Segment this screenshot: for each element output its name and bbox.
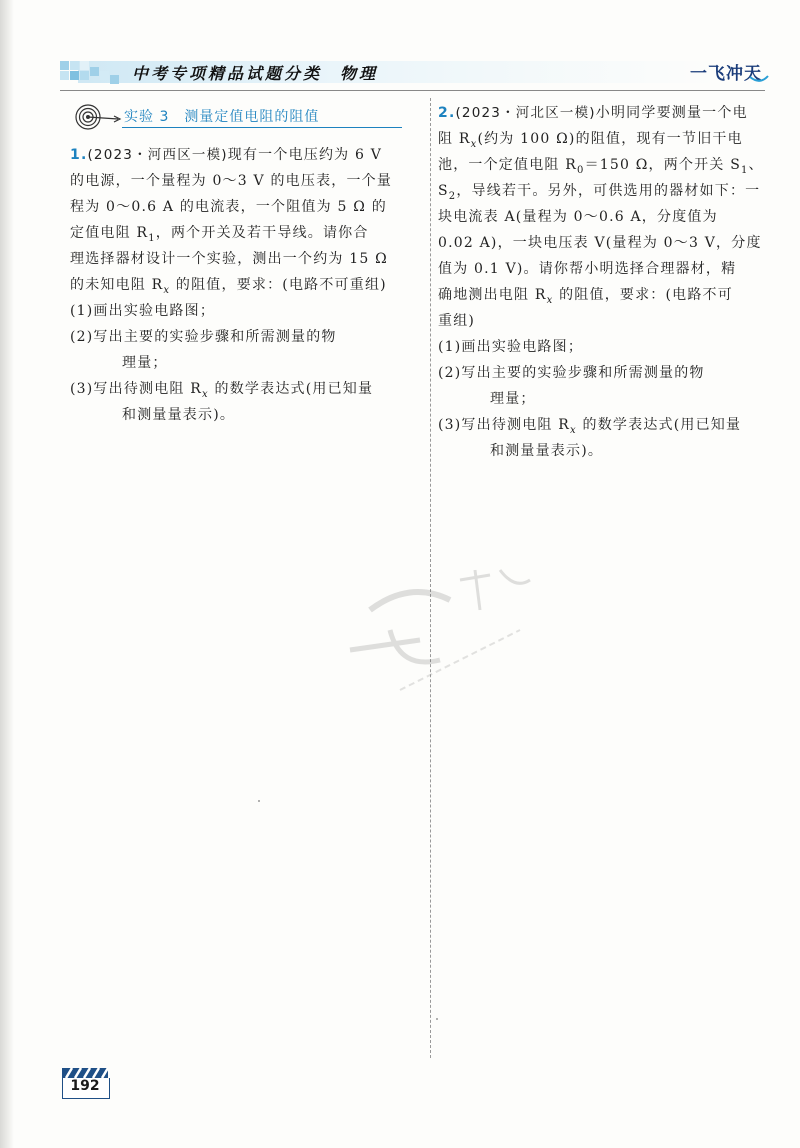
question-1-line: [70, 142, 422, 168]
question-1-text: (3)写出待测电阻 R: [70, 381, 203, 397]
question-1: [70, 142, 422, 428]
page-number: [62, 1068, 112, 1104]
question-1-line: [70, 246, 422, 272]
right-column: [438, 100, 783, 464]
question-1-item-2: (2)写出主要的实验步骤和所需测量的物: [70, 329, 337, 345]
section-title: 实验 3 测量定值电阻的阻值: [124, 109, 320, 125]
question-2-line: [438, 230, 783, 256]
question-1-line: [70, 220, 422, 246]
subscript: 1: [740, 164, 749, 176]
question-2-text: 块电流表 A(量程为 0～0.6 A，分度值为: [438, 209, 718, 225]
question-2-line: [438, 152, 783, 178]
page-number-stripes: [62, 1068, 108, 1078]
question-1-text: 的数学表达式(用已知量: [208, 381, 374, 397]
question-2-text: 小明同学要测量一个电: [595, 105, 748, 121]
question-2-line: [438, 256, 783, 282]
left-column: [70, 100, 422, 428]
question-2-item-2-cont: 理量；: [490, 391, 536, 407]
question-1-item-3-cont: 和测量量表示)。: [122, 407, 236, 423]
question-2-line: [438, 100, 783, 126]
question-2-line: [438, 126, 783, 152]
question-1-text: 现有一个电压约为 6 V: [227, 147, 383, 163]
question-2-text: 重组): [438, 313, 476, 329]
question-2-text: (3)写出待测电阻 R: [438, 417, 571, 433]
page-number-text: 192: [70, 1078, 100, 1094]
question-2-text: 池，一个定值电阻 R: [438, 157, 577, 173]
section-heading: [70, 100, 422, 134]
subscript: 0: [577, 164, 585, 176]
question-1-number: 1.: [70, 147, 88, 163]
question-2-text: (约为 100 Ω)的阻值，现有一节旧干电: [477, 131, 743, 147]
subscript: x: [163, 284, 171, 296]
question-2-text: ＝150 Ω，两个开关 S: [584, 157, 741, 173]
question-2-source: (2023・河北区一模): [455, 105, 596, 121]
question-1-text: 的电源，一个量程为 0～3 V 的电压表，一个量: [70, 173, 393, 189]
question-2-item-1: (1)画出实验电路图；: [438, 339, 584, 355]
question-2-text: 的数学表达式(用已知量: [576, 417, 742, 433]
brand-logo: 一飞冲天: [690, 64, 762, 84]
question-2-item-3-cont: 和测量量表示)。: [490, 443, 604, 459]
question-2: [438, 100, 783, 464]
header-rule: [60, 90, 765, 91]
question-1-line: [70, 194, 422, 220]
scan-speck: [258, 800, 260, 802]
question-2-line: [438, 308, 783, 334]
question-2-line: [438, 178, 783, 204]
question-2-text: ，导线若干。另外，可供选用的器材如下：一: [456, 183, 761, 199]
scan-speck: [436, 1018, 438, 1020]
question-1-item-3: [70, 376, 422, 402]
brand-swoosh-icon: [710, 75, 770, 85]
question-1-text: 的阻值，要求：(电路不可重组): [170, 277, 387, 293]
header-subject: 物理: [340, 64, 379, 83]
question-2-text: 0.02 A)，一块电压表 V(量程为 0～3 V，分度: [438, 235, 762, 251]
watermark-stamp: [330, 540, 560, 710]
question-1-text: 的未知电阻 R: [70, 277, 164, 293]
question-2-text: S: [438, 183, 449, 199]
question-2-text: 确地测出电阻 R: [438, 287, 547, 303]
question-1-item-1: (1)画出实验电路图；: [70, 303, 216, 319]
question-2-text: 的阻值，要求：(电路不可: [553, 287, 733, 303]
question-1-item-2-cont: 理量；: [122, 355, 168, 371]
question-2-line: [438, 282, 783, 308]
question-2-number: 2.: [438, 105, 456, 121]
subscript: x: [570, 424, 577, 436]
question-1-text: 理选择器材设计一个实验，测出一个约为 15 Ω: [70, 251, 388, 267]
question-1-line: [70, 272, 422, 298]
subscript: x: [202, 388, 209, 400]
header-title: 中考专项精品试题分类: [132, 64, 323, 83]
question-1-line: [70, 168, 422, 194]
subscript: x: [546, 294, 554, 306]
question-2-text: 、: [748, 157, 764, 173]
question-1-text: 程为 0～0.6 A 的电流表，一个阻值为 5 Ω 的: [70, 199, 387, 215]
question-2-line: [438, 204, 783, 230]
question-1-text: ，两个开关及若干导线。请你合: [155, 225, 369, 241]
subscript: 2: [448, 190, 457, 202]
page-binding-edge: [0, 0, 14, 1148]
page-header: [58, 55, 770, 87]
target-icon: [74, 102, 124, 132]
section-underline: [122, 127, 402, 128]
question-2-text: 值为 0.1 V)。请你帮小明选择合理器材，精: [438, 261, 737, 277]
header-squares-decoration: [58, 57, 128, 87]
question-1-text: 定值电阻 R: [70, 225, 149, 241]
question-2-item-3: [438, 412, 783, 438]
subscript: 1: [148, 232, 156, 244]
subscript: x: [470, 138, 478, 150]
question-2-text: 阻 R: [438, 131, 471, 147]
question-2-item-2: (2)写出主要的实验步骤和所需测量的物: [438, 365, 705, 381]
question-1-source: (2023・河西区一模): [87, 147, 228, 163]
